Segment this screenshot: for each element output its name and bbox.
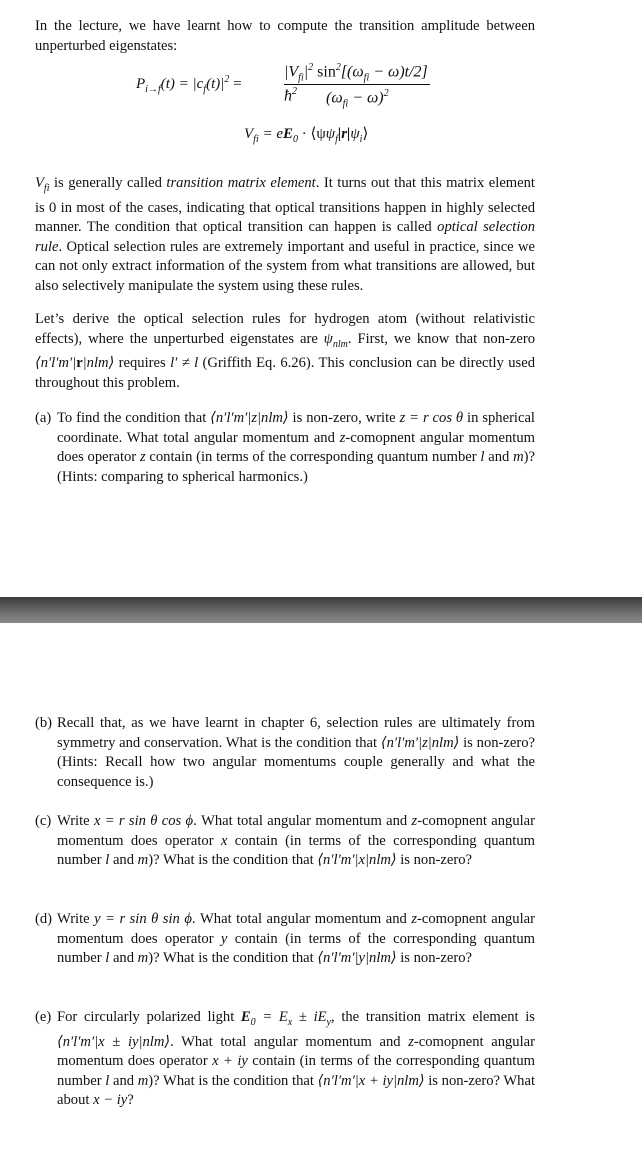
paragraph-transition-matrix: $V_{fi}$ is generally called transition matrix element. It turns out that this matrix element is 0 in most of the cases, indicating that optical transitions happen in highly selected manner. The condition that optical transition can happen is called optical selection rule. Optical selection rules are extremely important and useful in practice, since we can not only extract information of the system from what transitions are allowed, but also selectively manipulate the system using these rules. bbox=[35, 175, 535, 294]
question-e-text: For circularly polarized light $E_0 = E_x \pm iE_y$, the transition matrix element is ⟨n′l′m′|x ± iy|nlm⟩. What total angular momentum and z-comopnent angular momentum does operator x + iy contain (in terms of the corresponding quantum number l and m)? What is the condition that ⟨n′l′m′|x + iy|nlm⟩ is non-zero? What about x − iy? bbox=[57, 1009, 536, 1109]
document-page-2 bbox=[0, 623, 642, 1176]
question-a-label: (a) bbox=[35, 410, 52, 426]
eq2-psi-f: ψ bbox=[325, 126, 336, 142]
question-e bbox=[35, 1008, 535, 1111]
eq1-denominator-left: $ħ^2$ bbox=[284, 86, 297, 105]
question-b bbox=[35, 714, 535, 792]
question-b-text: Recall that, as we have learnt in chapter 6, selection rules are ultimately from symmetry and conservation. What is the condition that ⟨n′l′m′|z|nlm⟩ is non-zero? (Hints: Recall how two angular momentums couple generally and what the consequence is.) bbox=[57, 715, 535, 790]
question-a bbox=[35, 409, 535, 487]
eq1-fraction-bar bbox=[284, 84, 430, 85]
equation-matrix-element: $V_{fi} = eE_0$ · $⟨\psi\psi_f|r|\psi_i⟩$ bbox=[244, 126, 369, 145]
question-d-label: (d) bbox=[35, 911, 53, 927]
question-d bbox=[35, 910, 535, 969]
eq1-numerator: $|V_{fi}|^2$ $\sin^2[(\omega_{fi} - \omega)t/2]$ bbox=[284, 62, 428, 84]
question-a-text: To find the condition that ⟨n′l′m′|z|nlm⟩ is non-zero, write z = r cos θ in spherical coordinate. What total angular momentum and z-comopnent angular momentum does operator z contain (in terms of the corresponding quantum number l and m)? (Hints: comparing to spherical harmonics.) bbox=[57, 410, 535, 485]
question-d-text: Write y = r sin θ sin ϕ. What total angular momentum and z-comopnent angular momentum does operator y contain (in terms of the corresponding quantum number l and m)? What is the condition that ⟨n′l′m′|y|nlm⟩ is non-zero? bbox=[57, 911, 536, 967]
question-c-text: Write x = r sin θ cos ϕ. What total angular momentum and z-comopnent angular momentum does operator x contain (in terms of the corresponding quantum number l and m)? What is the condition that ⟨n′l′m′|x|nlm⟩ is non-zero? bbox=[57, 813, 536, 869]
intro-paragraph: In the lecture, we have learnt how to compute the transition amplitude between unperturbed eigenstates: bbox=[35, 18, 535, 54]
question-e-label: (e) bbox=[35, 1009, 52, 1025]
question-b-label: (b) bbox=[35, 715, 53, 731]
page-separator bbox=[0, 597, 642, 623]
eq1-denominator-right: $(\omega_{fi} - \omega)^2$ bbox=[326, 88, 389, 110]
paragraph-hydrogen-atom: Let’s derive the optical selection rules for hydrogen atom (without relativistic effects), where the unperturbed eigenstates are $\psi_{nlm}$. First, we know that non-zero ⟨n′l′m′|r|nlm⟩ requires l′ ≠ l (Griffith Eq. 6.26). This conclusion can be directly used throughout this problem. bbox=[35, 311, 535, 391]
eq1-left-side: $P_{i\to f}(t) = |c_f(t)|^2$ = bbox=[136, 74, 242, 95]
question-c-label: (c) bbox=[35, 813, 52, 829]
question-c bbox=[35, 812, 535, 871]
